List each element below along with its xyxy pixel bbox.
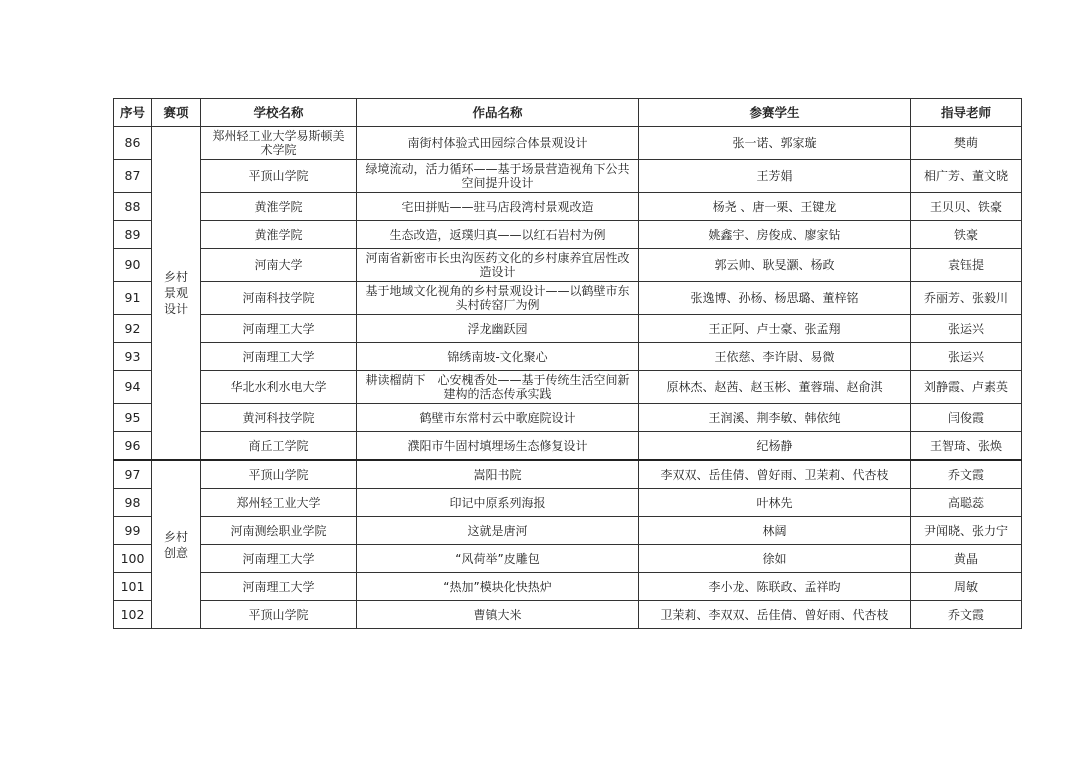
award-table — [113, 98, 1022, 629]
school-cell: 华北水利水电大学 — [201, 371, 357, 404]
work-cell: 这就是唐河 — [357, 517, 639, 545]
row-number: 97 — [114, 460, 152, 489]
row-number: 99 — [114, 517, 152, 545]
table-row — [114, 601, 1022, 629]
teacher-cell: 乔丽芳、张毅川 — [911, 282, 1022, 315]
table-row — [114, 371, 1022, 404]
row-number: 100 — [114, 545, 152, 573]
school-cell: 河南理工大学 — [201, 343, 357, 371]
students-cell: 杨尧 、唐一栗、王键龙 — [639, 193, 911, 221]
row-number: 94 — [114, 371, 152, 404]
teacher-cell: 相广芳、董文晓 — [911, 160, 1022, 193]
work-cell: 河南省新密市长虫沟医药文化的乡村康养宜居性改造设计 — [357, 249, 639, 282]
teacher-cell: 尹闻晓、张力宁 — [911, 517, 1022, 545]
teacher-cell: 袁钰提 — [911, 249, 1022, 282]
students-cell: 王润溪、荆李敏、韩依纯 — [639, 404, 911, 432]
students-cell: 卫茉莉、李双双、岳佳倩、曾好雨、代杏枝 — [639, 601, 911, 629]
school-cell: 平顶山学院 — [201, 601, 357, 629]
table-row — [114, 160, 1022, 193]
teacher-cell: 张运兴 — [911, 343, 1022, 371]
school-cell: 河南理工大学 — [201, 545, 357, 573]
row-number: 102 — [114, 601, 152, 629]
work-cell: 印记中原系列海报 — [357, 489, 639, 517]
header-row — [114, 99, 1022, 127]
teacher-cell: 乔文霞 — [911, 460, 1022, 489]
work-cell: 基于地域文化视角的乡村景观设计——以鹤壁市东头村砖窑厂为例 — [357, 282, 639, 315]
teacher-cell: 黄晶 — [911, 545, 1022, 573]
work-cell: “风荷举”皮雕包 — [357, 545, 639, 573]
header-work: 作品名称 — [357, 99, 639, 127]
row-number: 89 — [114, 221, 152, 249]
row-number: 101 — [114, 573, 152, 601]
students-cell: 姚鑫宇、房俊成、廖家钻 — [639, 221, 911, 249]
row-number: 86 — [114, 127, 152, 160]
teacher-cell: 铁豪 — [911, 221, 1022, 249]
school-cell: 郑州轻工业大学 — [201, 489, 357, 517]
students-cell: 张逸博、孙杨、杨思璐、董梓铭 — [639, 282, 911, 315]
students-cell: 郭云帅、耿旻灏、杨政 — [639, 249, 911, 282]
table-row — [114, 249, 1022, 282]
school-cell: 郑州轻工业大学易斯顿美术学院 — [201, 127, 357, 160]
table-row — [114, 404, 1022, 432]
teacher-cell: 周敏 — [911, 573, 1022, 601]
students-cell: 徐如 — [639, 545, 911, 573]
table-row — [114, 432, 1022, 461]
students-cell: 原林杰、赵茜、赵玉彬、董蓉瑞、赵俞淇 — [639, 371, 911, 404]
students-cell: 叶林先 — [639, 489, 911, 517]
school-cell: 河南理工大学 — [201, 315, 357, 343]
teacher-cell: 刘静霞、卢素英 — [911, 371, 1022, 404]
school-cell: 黄淮学院 — [201, 221, 357, 249]
work-cell: 濮阳市牛固村填埋场生态修复设计 — [357, 432, 639, 461]
table-row — [114, 315, 1022, 343]
category-cell: 乡村创意 — [152, 460, 201, 629]
school-cell: 平顶山学院 — [201, 460, 357, 489]
row-number: 91 — [114, 282, 152, 315]
teacher-cell: 王贝贝、铁豪 — [911, 193, 1022, 221]
table-row — [114, 517, 1022, 545]
row-number: 88 — [114, 193, 152, 221]
row-number: 90 — [114, 249, 152, 282]
teacher-cell: 张运兴 — [911, 315, 1022, 343]
work-cell: 生态改造，返璞归真——以红石岩村为例 — [357, 221, 639, 249]
teacher-cell: 乔文霞 — [911, 601, 1022, 629]
header-category: 赛项 — [152, 99, 201, 127]
school-cell: 黄淮学院 — [201, 193, 357, 221]
work-cell: 嵩阳书院 — [357, 460, 639, 489]
category-cell: 乡村景观设计 — [152, 127, 201, 461]
table-row — [114, 127, 1022, 160]
header-teacher: 指导老师 — [911, 99, 1022, 127]
school-cell: 商丘工学院 — [201, 432, 357, 461]
table-row — [114, 221, 1022, 249]
table-row — [114, 573, 1022, 601]
table-row — [114, 460, 1022, 489]
school-cell: 河南大学 — [201, 249, 357, 282]
row-number: 96 — [114, 432, 152, 461]
row-number: 95 — [114, 404, 152, 432]
students-cell: 王正阿、卢士豪、张孟翔 — [639, 315, 911, 343]
table-body — [114, 127, 1022, 629]
row-number: 98 — [114, 489, 152, 517]
students-cell: 纪杨静 — [639, 432, 911, 461]
work-cell: 锦绣南坡-文化聚心 — [357, 343, 639, 371]
work-cell: 曹镇大米 — [357, 601, 639, 629]
header-school: 学校名称 — [201, 99, 357, 127]
students-cell: 张一诺、郭家璇 — [639, 127, 911, 160]
teacher-cell: 高聪蕊 — [911, 489, 1022, 517]
table-row — [114, 193, 1022, 221]
students-cell: 王依慈、李许尉、易微 — [639, 343, 911, 371]
students-cell: 林阔 — [639, 517, 911, 545]
work-cell: 绿境流动，活力循环——基于场景营造视角下公共空间提升设计 — [357, 160, 639, 193]
header-no: 序号 — [114, 99, 152, 127]
row-number: 92 — [114, 315, 152, 343]
school-cell: 河南科技学院 — [201, 282, 357, 315]
table-row — [114, 282, 1022, 315]
work-cell: 宅田拼贴——驻马店段湾村景观改造 — [357, 193, 639, 221]
work-cell: 耕读榴荫下 心安槐香处——基于传统生活空间新建构的活态传承实践 — [357, 371, 639, 404]
header-students: 参赛学生 — [639, 99, 911, 127]
students-cell: 王芳娟 — [639, 160, 911, 193]
table-row — [114, 489, 1022, 517]
row-number: 93 — [114, 343, 152, 371]
table-row — [114, 343, 1022, 371]
table-row — [114, 545, 1022, 573]
teacher-cell: 王智琦、张焕 — [911, 432, 1022, 461]
teacher-cell: 樊萌 — [911, 127, 1022, 160]
school-cell: 平顶山学院 — [201, 160, 357, 193]
work-cell: 浮龙幽跃园 — [357, 315, 639, 343]
school-cell: 河南理工大学 — [201, 573, 357, 601]
teacher-cell: 闫俊霞 — [911, 404, 1022, 432]
students-cell: 李小龙、陈联政、孟祥昀 — [639, 573, 911, 601]
work-cell: 南街村体验式田园综合体景观设计 — [357, 127, 639, 160]
school-cell: 河南测绘职业学院 — [201, 517, 357, 545]
work-cell: “热加”模块化快热炉 — [357, 573, 639, 601]
row-number: 87 — [114, 160, 152, 193]
school-cell: 黄河科技学院 — [201, 404, 357, 432]
work-cell: 鹤壁市东常村云中歌庭院设计 — [357, 404, 639, 432]
students-cell: 李双双、岳佳倩、曾好雨、卫茉莉、代杏枝 — [639, 460, 911, 489]
